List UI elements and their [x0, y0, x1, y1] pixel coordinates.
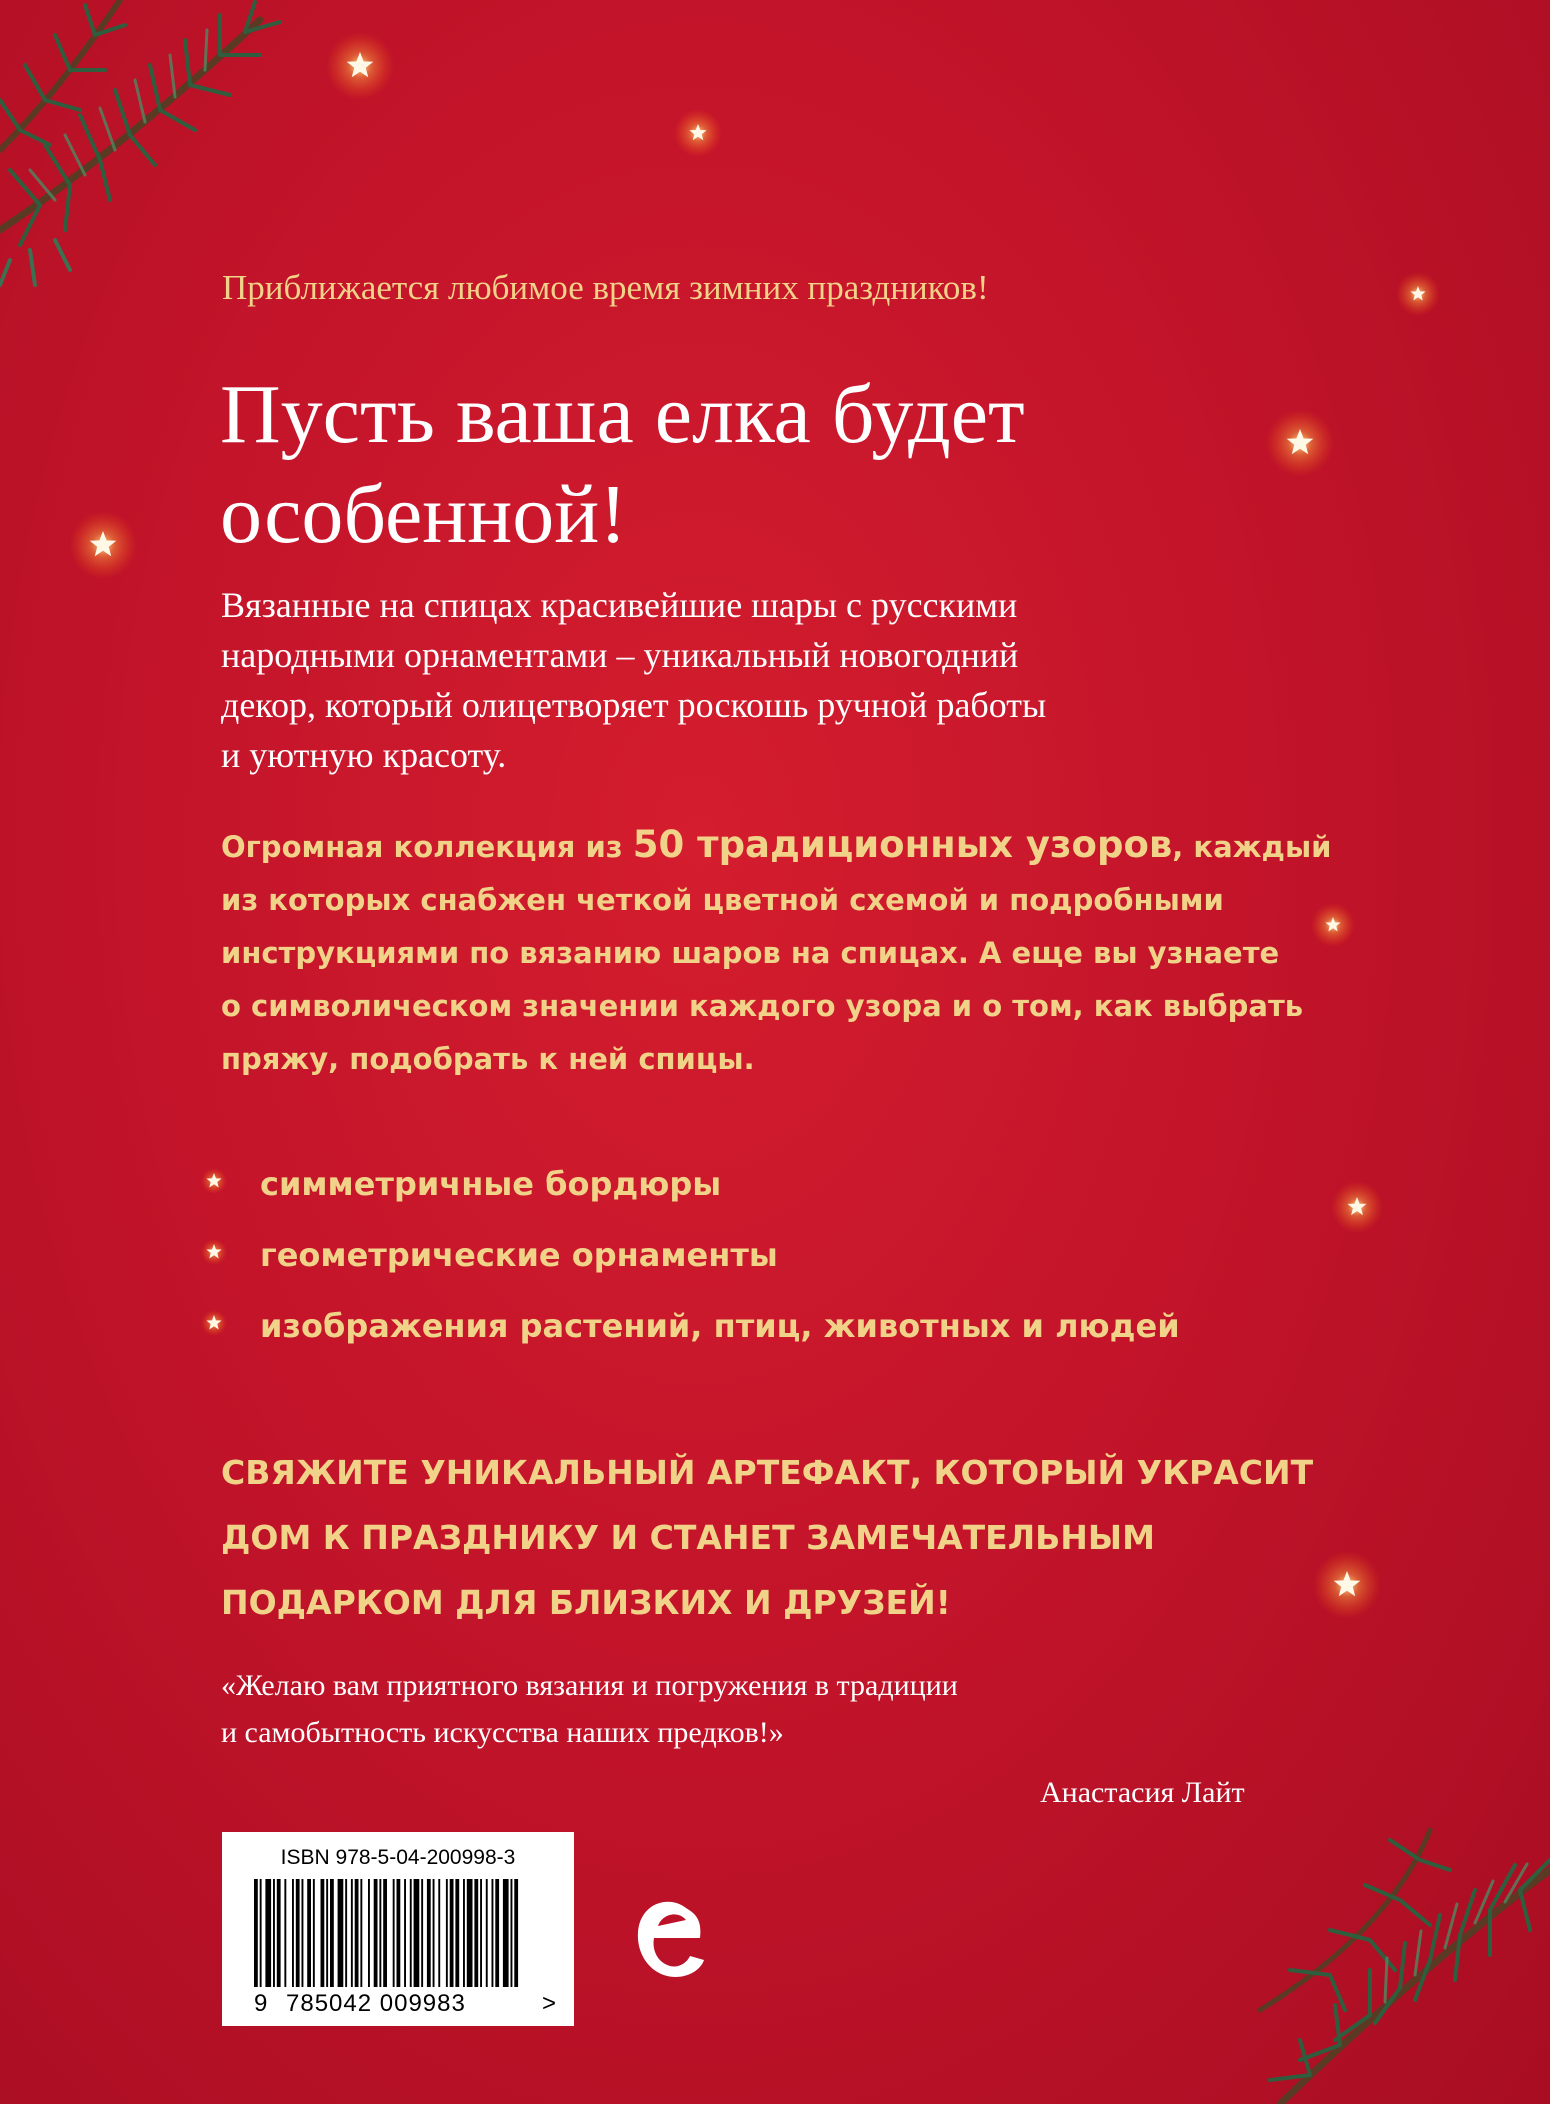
feature-list [200, 1165, 1180, 1378]
star-bullet-icon [200, 1167, 228, 1195]
feature-text: изображения растений, птиц, животных и людей [260, 1307, 1180, 1345]
collection-line [221, 818, 1361, 874]
headline-line: Пусть ваша елка будет [220, 368, 1025, 461]
ean-first-digit: 9 [254, 1990, 268, 2017]
barcode-bar [404, 1879, 406, 1987]
barcode-bar [330, 1879, 334, 1987]
feature-text: геометрические орнаменты [260, 1236, 778, 1274]
barcode-bar [414, 1879, 420, 1987]
barcode-bar [433, 1879, 435, 1987]
barcode-bar [410, 1879, 412, 1987]
barcode-bar [446, 1879, 448, 1987]
cta-line: СВЯЖИТЕ УНИКАЛЬНЫЙ АРТЕФАКТ, КОТОРЫЙ УКРАСИТ [221, 1453, 1314, 1492]
collection-line: пряжу, подобрать к ней спицы. [221, 1042, 755, 1076]
barcode-bar [284, 1879, 286, 1987]
quote-line: и самобытность искусства наших предков!» [221, 1716, 784, 1749]
barcode-bar [273, 1879, 275, 1987]
barcode-bar [427, 1879, 431, 1987]
barcode-bars [246, 1879, 550, 1987]
barcode-bar [455, 1879, 459, 1987]
intro-line: Вязанные на спицах красивейшие шары с русскими [221, 585, 1018, 625]
barcode-bar [511, 1879, 513, 1987]
barcode-bar [480, 1879, 482, 1987]
intro-line: декор, который олицетворяет роскошь ручной работы [221, 685, 1047, 725]
feature-item [200, 1236, 1180, 1307]
barcode-bar [492, 1879, 494, 1987]
headline [220, 365, 1220, 565]
barcode-bar [438, 1879, 440, 1987]
barcode-bar [450, 1879, 454, 1987]
barcode-bar [254, 1879, 258, 1987]
barcode-bar [338, 1879, 344, 1987]
glowing-star-icon [1266, 409, 1334, 477]
ean-arrow: > [542, 1990, 557, 2017]
barcode-bar [514, 1879, 518, 1987]
publisher-logo-icon [628, 1890, 708, 1990]
intro-line: народными орнаментами – уникальный новогодний [221, 635, 1019, 675]
barcode-bar [360, 1879, 362, 1987]
author-quote [221, 1662, 1221, 1756]
barcode-bar [463, 1879, 465, 1987]
barcode-bar [292, 1879, 294, 1987]
collection-line: о символическом значении каждого узора и о том, как выбрать [221, 989, 1304, 1023]
barcode-bar [397, 1879, 401, 1987]
barcode-bar [474, 1879, 478, 1987]
barcode-bar [503, 1879, 509, 1987]
headline-line: особенной! [220, 468, 628, 561]
cta-line: ДОМ К ПРАЗДНИКУ И СТАНЕТ ЗАМЕЧАТЕЛЬНЫМ [221, 1518, 1155, 1557]
pine-branch-icon [0, 0, 320, 290]
barcode-bar [467, 1879, 473, 1987]
barcode-bar [302, 1879, 304, 1987]
barcode-bar [260, 1879, 262, 1987]
barcode-bar [351, 1879, 353, 1987]
glowing-star-icon [1313, 1551, 1381, 1619]
barcode-bar [486, 1879, 488, 1987]
collection-line: инструкциями по вязанию шаров на спицах. А еще вы узнаете [221, 936, 1280, 970]
barcode-bar [421, 1879, 423, 1987]
ean-digits: 785042 009983 [286, 1990, 466, 2017]
barcode-bar [296, 1879, 300, 1987]
isbn-barcode [222, 1832, 574, 2026]
intro-line: и уютную красоту. [221, 735, 507, 775]
glowing-star-icon [1331, 1181, 1383, 1233]
star-bullet-icon [200, 1238, 228, 1266]
barcode-bar [277, 1879, 281, 1987]
cta-line: ПОДАРКОМ ДЛЯ БЛИЗКИХ И ДРУЗЕЙ! [221, 1583, 951, 1622]
barcode-bar [355, 1879, 359, 1987]
collection-line: из которых снабжен четкой цветной схемой и подробными [221, 883, 1224, 917]
collection-text: , каждый [1172, 830, 1332, 864]
barcode-bar [313, 1879, 315, 1987]
barcode-bar [307, 1879, 311, 1987]
isbn-text: ISBN 978-5-04-200998-3 [280, 1846, 516, 1869]
tagline: Приближается любимое время зимних праздников! [222, 268, 989, 307]
star-bullet-icon [200, 1309, 228, 1337]
barcode-bar [374, 1879, 378, 1987]
barcode-bar [368, 1879, 370, 1987]
quote-line: «Желаю вам приятного вязания и погружения в традиции [221, 1669, 958, 1702]
glowing-star-icon [326, 32, 394, 100]
barcode-bar [379, 1879, 381, 1987]
barcode-bar [321, 1879, 325, 1987]
feature-item [200, 1307, 1180, 1378]
barcode-bar [345, 1879, 347, 1987]
pine-branch-icon [1130, 1810, 1550, 2104]
barcode-bar [326, 1879, 328, 1987]
glowing-star-icon [1396, 272, 1440, 316]
glowing-star-icon [69, 511, 137, 579]
glowing-star-icon [674, 109, 722, 157]
barcode-bar [495, 1879, 499, 1987]
barcode-bar [383, 1879, 387, 1987]
feature-text: симметричные бордюры [260, 1165, 722, 1203]
collection-paragraph [221, 818, 1361, 1086]
author-name: Анастасия Лайт [1040, 1776, 1245, 1809]
collection-highlight: 50 традиционных узоров [632, 823, 1173, 866]
collection-text: Огромная коллекция из [221, 830, 633, 864]
barcode-bar [393, 1879, 395, 1987]
feature-item [200, 1165, 1180, 1236]
call-to-action [221, 1440, 1321, 1635]
barcode-bar [265, 1879, 271, 1987]
intro-paragraph [221, 580, 1271, 780]
